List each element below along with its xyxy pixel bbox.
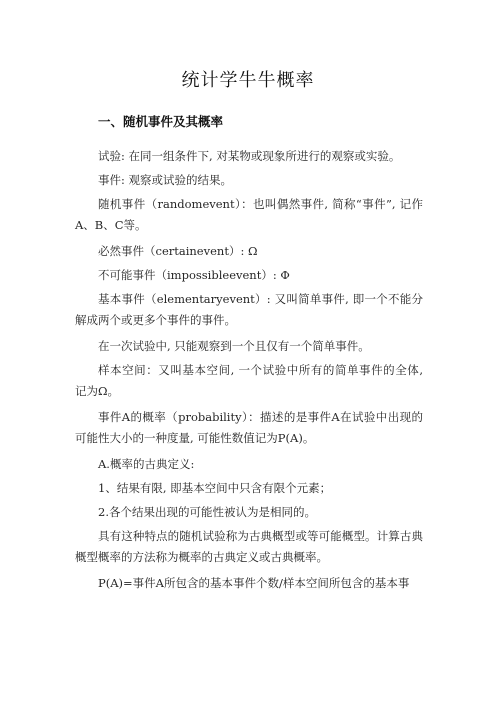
- paragraph-impossible-event: 不可能事件（impossibleevent）: Φ: [98, 268, 290, 282]
- paragraph-single-observation: 在一次试验中, 只能观察到一个且仅有一个简单事件。: [98, 339, 370, 353]
- paragraph-equal-likelihood: 2.各个结果出现的可能性被认为是相同的。: [98, 505, 316, 519]
- paragraph-classical-model: 具有这种特点的随机试验称为古典概型或等可能概型。计算古典概型概率的方法称为概率的古典定义或古典概率。: [75, 529, 423, 564]
- paragraph-random-event: 随机事件（randomevent）：也叫偶然事件, 简称“事件”, 记作A、B、C等。: [75, 197, 423, 232]
- paragraph-finite-outcomes: 1、结果有限, 即基本空间中只含有限个元素；: [98, 481, 332, 495]
- paragraph-certain-event: 必然事件（certainevent）: Ω: [98, 244, 258, 258]
- section-heading: 一、随机事件及其概率: [98, 114, 224, 129]
- paragraph-experiment: 试验: 在同一组条件下, 对某物或现象所进行的观察或实验。: [98, 149, 401, 163]
- paragraph-event: 事件: 观察或试验的结果。: [98, 173, 233, 187]
- paragraph-elementary-event: 基本事件（elementaryevent）: 又叫简单事件, 即一个不能分解成两个或更多个事件的事件。: [75, 292, 423, 327]
- paragraph-sample-space: 样本空间：又叫基本空间, 一个试验中所有的简单事件的全体, 记为Ω。: [75, 363, 423, 398]
- page-title: 统计学牛牛概率: [181, 70, 315, 91]
- paragraph-probability-formula: P(A)=事件A所包含的基本事件个数/样本空间所包含的基本事: [98, 576, 410, 590]
- paragraph-probability: 事件A的概率（probability）：描述的是事件A在试验中出现的可能性大小的一种度量, 可能性数值记为P(A)。: [75, 410, 423, 445]
- paragraph-classical-definition: A.概率的古典定义:: [98, 457, 195, 471]
